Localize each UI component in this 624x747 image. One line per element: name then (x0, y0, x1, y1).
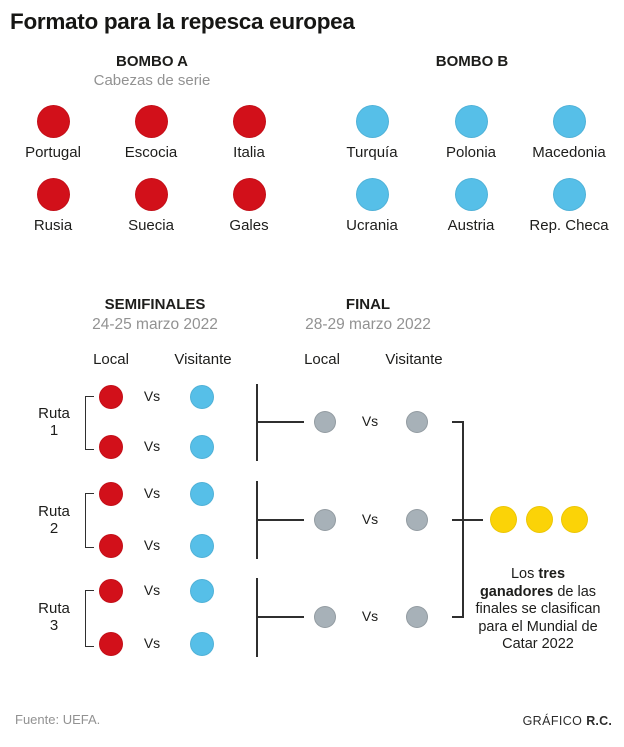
semifinal-home-dot (99, 385, 123, 409)
vs-label: Vs (361, 511, 379, 527)
semifinal-away-dot (190, 385, 214, 409)
route-bracket-line (85, 396, 94, 450)
vs-label: Vs (143, 582, 161, 598)
team-cell (3, 178, 103, 234)
route-label (24, 600, 84, 634)
seeded-team-dot (233, 178, 266, 211)
route-bracket-line (85, 590, 94, 647)
final-date: 28-29 marzo 2022 (305, 316, 431, 333)
team-cell (322, 105, 422, 161)
vs-label: Vs (143, 485, 161, 501)
route-word: Ruta (38, 600, 70, 617)
team-cell (3, 105, 103, 161)
team-cell (322, 178, 422, 234)
winner-dot (561, 506, 588, 533)
unseeded-team-dot (455, 178, 488, 211)
pot-a-title: BOMBO A (116, 53, 188, 70)
unseeded-team-dot (553, 178, 586, 211)
connector-line (257, 616, 304, 618)
team-label: Escocia (124, 144, 178, 161)
seeded-team-dot (135, 105, 168, 138)
team-label: Rep. Checa (529, 217, 609, 234)
team-label: Ucrania (346, 217, 398, 234)
graphic-credit (412, 714, 612, 728)
semifinal-away-dot (190, 534, 214, 558)
page-title: Formato para la repesca europea (10, 9, 355, 34)
semifinal-away-dot (190, 632, 214, 656)
route-number: 2 (49, 520, 59, 537)
semifinal-away-dot (190, 579, 214, 603)
seeded-team-dot (37, 105, 70, 138)
team-label: Macedonia (532, 144, 606, 161)
winner-dot (526, 506, 553, 533)
unseeded-team-dot (455, 105, 488, 138)
winners-bracket-line (452, 616, 464, 618)
vs-label: Vs (143, 537, 161, 553)
winners-note-bold: tres ganadores (479, 566, 566, 600)
semifinals-away-label: Visitante (174, 351, 232, 368)
team-cell (519, 178, 619, 234)
unseeded-team-dot (356, 178, 389, 211)
seeded-team-dot (135, 178, 168, 211)
graphic-credit-initials: R.C. (586, 714, 612, 728)
final-home-dot (314, 509, 336, 531)
semifinals-date: 24-25 marzo 2022 (92, 316, 218, 333)
team-cell (199, 178, 299, 234)
final-away-label: Visitante (385, 351, 443, 368)
connector-line (256, 384, 258, 461)
final-away-dot (406, 606, 428, 628)
vs-label: Vs (361, 413, 379, 429)
vs-label: Vs (361, 608, 379, 624)
route-number: 3 (49, 617, 59, 634)
graphic-credit-label: GRÁFICO (522, 714, 587, 728)
final-title: FINAL (345, 296, 391, 313)
team-label: Austria (447, 217, 495, 234)
semifinal-away-dot (190, 435, 214, 459)
winners-note (475, 566, 601, 654)
vs-label: Vs (143, 635, 161, 651)
final-away-dot (406, 411, 428, 433)
team-label: Suecia (128, 217, 174, 234)
pot-b-title: BOMBO B (435, 53, 509, 70)
team-label: Italia (233, 144, 265, 161)
team-cell (421, 105, 521, 161)
route-word: Ruta (38, 405, 70, 422)
team-label: Turquía (346, 144, 398, 161)
final-home-label: Local (304, 351, 340, 368)
semifinal-home-dot (99, 534, 123, 558)
team-label: Rusia (33, 217, 73, 234)
final-home-dot (314, 411, 336, 433)
route-number: 1 (49, 422, 59, 439)
team-label: Polonia (445, 144, 497, 161)
team-cell (199, 105, 299, 161)
route-word: Ruta (38, 503, 70, 520)
seeded-team-dot (233, 105, 266, 138)
semifinals-home-label: Local (93, 351, 129, 368)
vs-label: Vs (143, 438, 161, 454)
route-bracket-line (85, 493, 94, 548)
team-cell (101, 178, 201, 234)
pot-a-subtitle: Cabezas de serie (93, 72, 211, 89)
team-cell (101, 105, 201, 161)
connector-line (256, 578, 258, 657)
semifinal-home-dot (99, 482, 123, 506)
winners-bracket-line (452, 519, 483, 521)
team-label: Gales (229, 217, 269, 234)
winners-note-rest: de las finales se clasifican para el Mundial de Catar 2022 (475, 583, 601, 652)
semifinal-home-dot (99, 435, 123, 459)
final-home-dot (314, 606, 336, 628)
unseeded-team-dot (553, 105, 586, 138)
semifinal-home-dot (99, 632, 123, 656)
team-cell (519, 105, 619, 161)
unseeded-team-dot (356, 105, 389, 138)
route-label (24, 503, 84, 537)
connector-line (257, 519, 304, 521)
team-label: Portugal (25, 144, 81, 161)
winner-dot (490, 506, 517, 533)
vs-label: Vs (143, 388, 161, 404)
final-away-dot (406, 509, 428, 531)
connector-line (257, 421, 304, 423)
semifinals-title: SEMIFINALES (104, 296, 206, 313)
winners-note-prefix: Los (510, 566, 539, 582)
route-label (24, 405, 84, 439)
source-credit: Fuente: UEFA. (15, 712, 101, 727)
seeded-team-dot (37, 178, 70, 211)
semifinal-away-dot (190, 482, 214, 506)
team-cell (421, 178, 521, 234)
semifinal-home-dot (99, 579, 123, 603)
